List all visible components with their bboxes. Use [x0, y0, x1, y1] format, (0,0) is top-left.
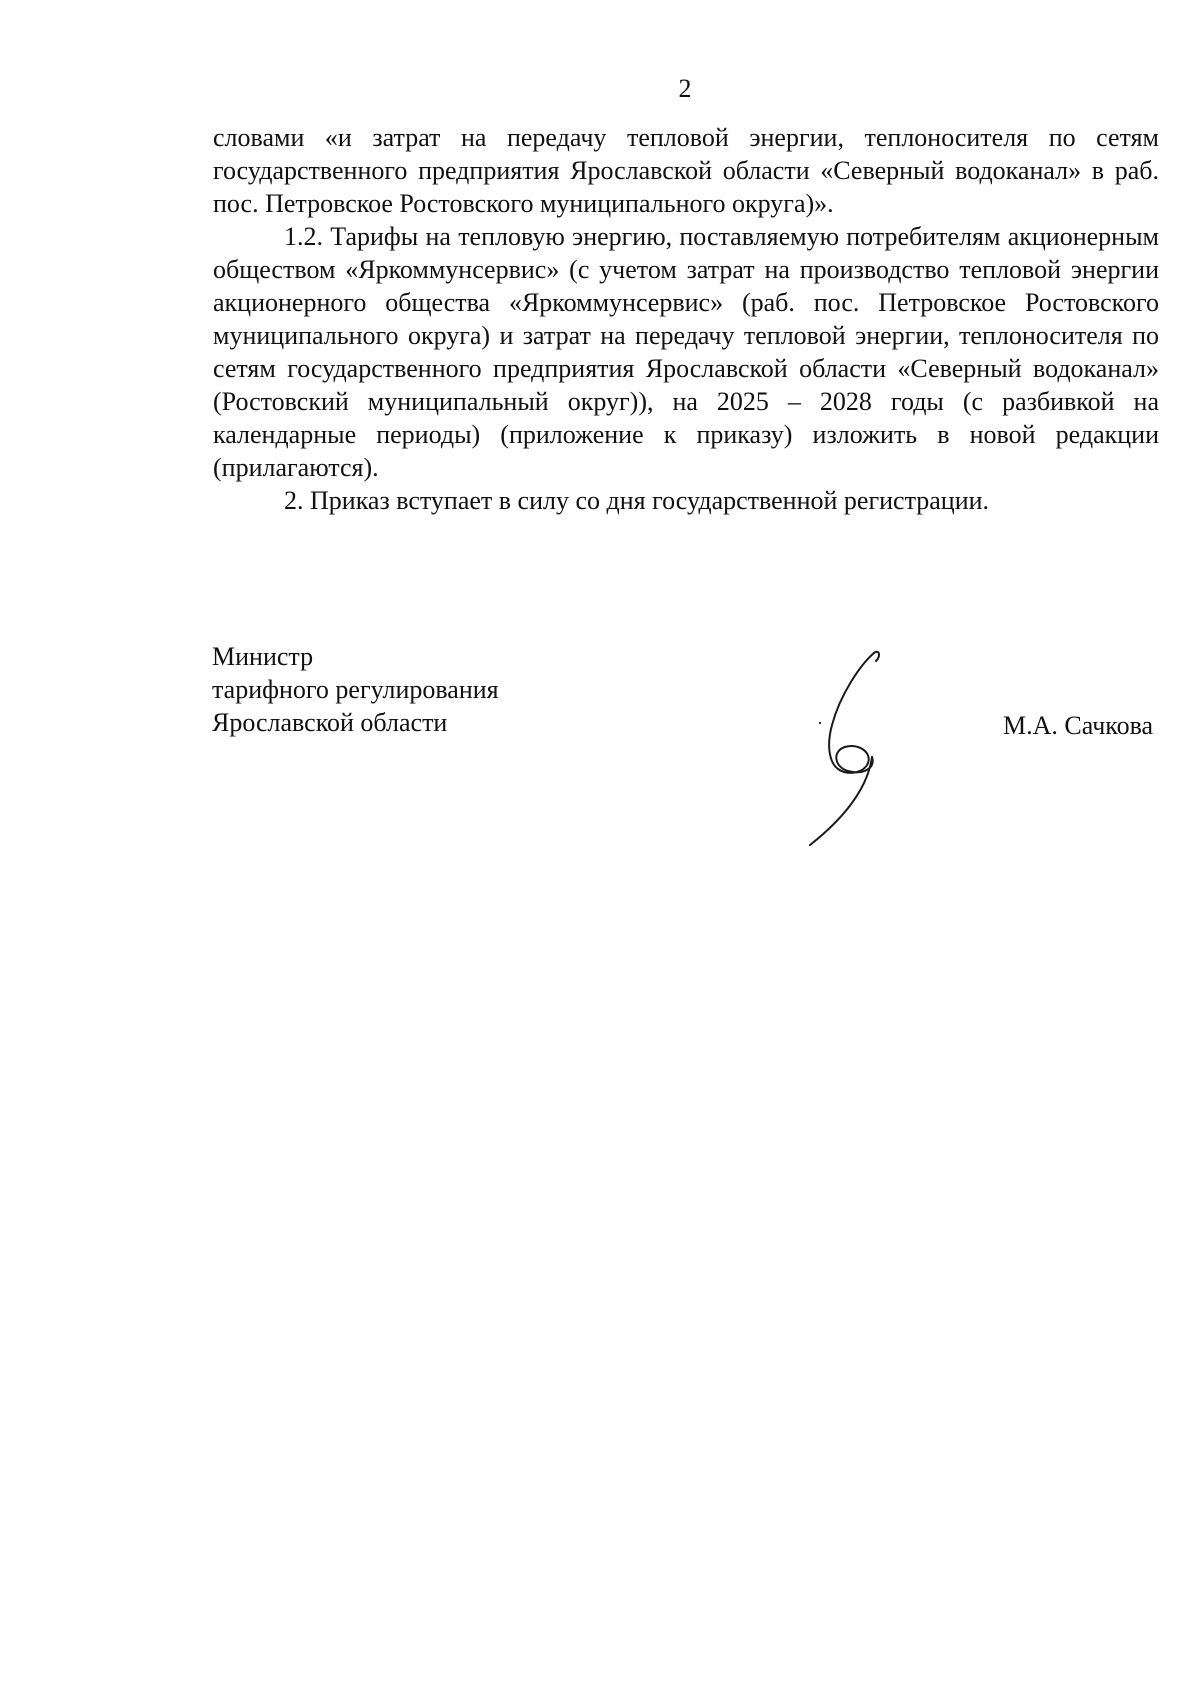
paragraph-item-1-2: 1.2. Тарифы на тепловую энергию, поставляемую потребителям акционерным обществом «Яркоммунсервис» (с учетом затрат на производство тепловой энергии акционерного общества «Яркоммунсервис» (раб. пос. Петровское Ростовского муниципального округа) и затрат на передачу тепловой энергии, теплоносителя по сетям государственного предприятия Ярославской области «Северный водоканал» (Ростовский муниципальный округ)), на 2025 – 2028 годы (с разбивкой на календарные периоды) (приложение к приказу) изложить в новой редакции (прилагаются).	[213, 222, 1159, 482]
signatory-title-line-3: Ярославской области	[212, 708, 448, 737]
paragraph-item-2: 2. Приказ вступает в силу со дня государственной регистрации.	[284, 486, 990, 515]
signatory-title-line-2: тарифного регулирования	[212, 675, 499, 704]
document-body	[213, 121, 1159, 517]
signatory-name: М.А. Сачкова	[1003, 711, 1154, 740]
signatory-title	[212, 640, 499, 739]
page-number: 2	[678, 74, 692, 103]
handwritten-signature	[790, 645, 900, 855]
signatory-title-line-1: Министр	[212, 642, 314, 671]
paragraph-continuation: словами «и затрат на передачу тепловой энергии, теплоносителя по сетям государственного предприятия Ярославской области «Северный водоканал» в раб. пос. Петровское Ростовского муниципального округа)».	[213, 123, 1159, 218]
